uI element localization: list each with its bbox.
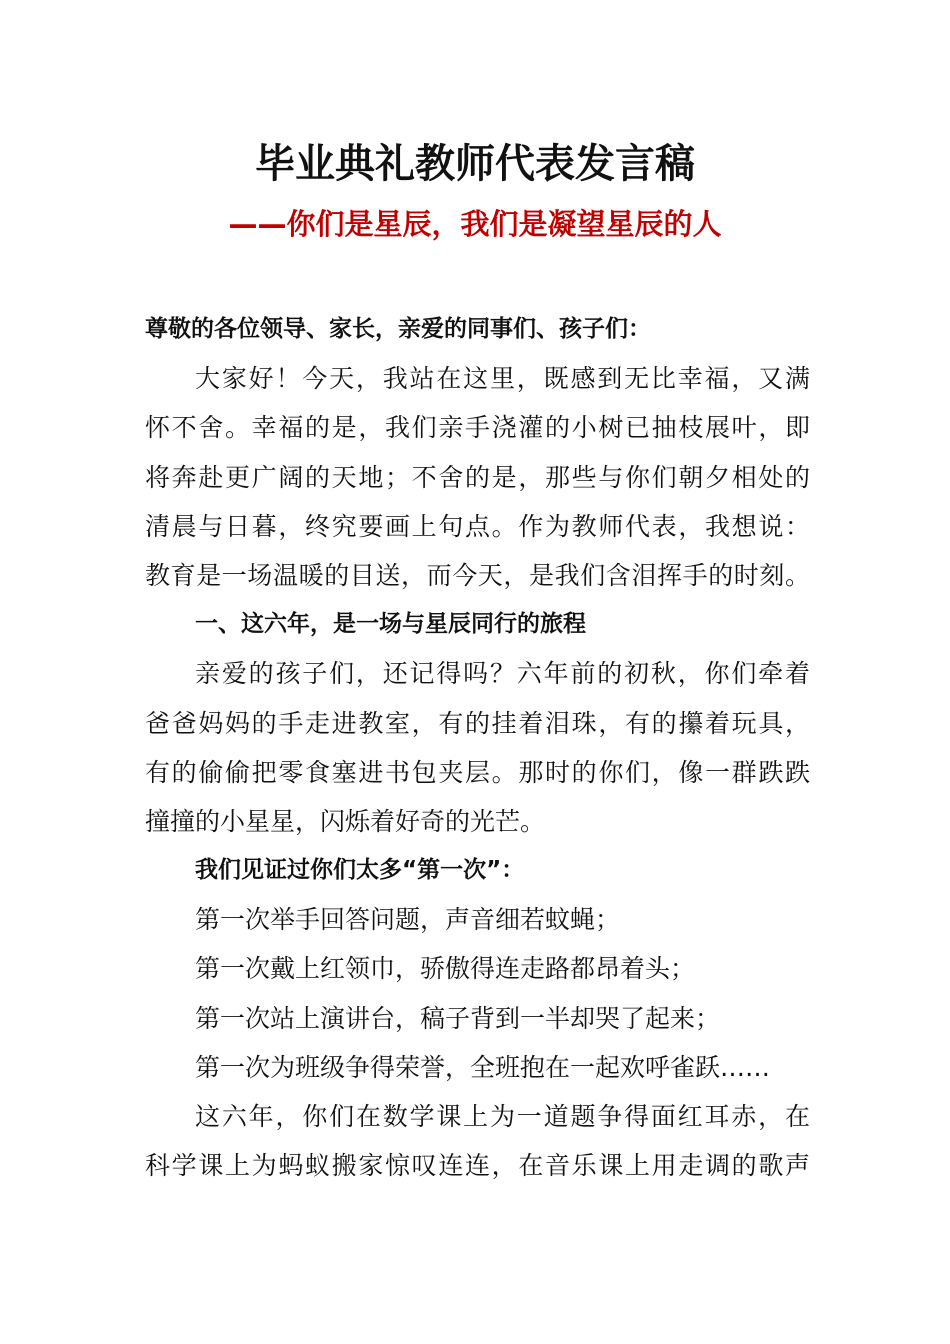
list-item: 第一次为班级争得荣誉，全班抱在一起欢呼雀跃…… — [195, 1052, 771, 1082]
paragraph-line: 将奔赴更广阔的天地；不舍的是，那些与你们朝夕相处的 — [145, 462, 810, 492]
list-item: 第一次站上演讲台，稿子背到一半却哭了起来； — [195, 1003, 721, 1033]
list-item: 第一次举手回答问题，声音细若蚊蝇； — [195, 905, 621, 935]
paragraph-line: 怀不舍。幸福的是，我们亲手浇灌的小树已抽枝展叶，即 — [145, 413, 810, 443]
paragraph-line: 撞撞的小星星，闪烁着好奇的光芒。 — [145, 806, 546, 836]
salutation: 尊敬的各位领导、家长，亲爱的同事们、孩子们： — [145, 316, 651, 342]
list-item: 第一次戴上红领巾，骄傲得连走路都昂着头； — [195, 954, 696, 984]
paragraph-line: 科学课上为蚂蚁搬家惊叹连连，在音乐课上用走调的歌声 — [145, 1151, 810, 1181]
document-title: 毕业典礼教师代表发言稿 — [255, 141, 695, 187]
section-heading: 一、这六年，是一场与星辰同行的旅程 — [195, 611, 586, 638]
paragraph-line: 爸爸妈妈的手走进教室，有的挂着泪珠，有的攥着玩具， — [145, 708, 810, 738]
firsts-heading: 我们见证过你们太多“第一次”： — [195, 857, 525, 884]
paragraph-line: 这六年，你们在数学课上为一道题争得面红耳赤，在 — [195, 1102, 810, 1131]
paragraph-line: 有的偷偷把零食塞进书包夹层。那时的你们，像一群跌跌 — [145, 757, 810, 787]
paragraph-line: 教育是一场温暖的目送，而今天，是我们含泪挥手的时刻。 — [145, 560, 810, 590]
paragraph-line: 亲爱的孩子们，还记得吗？六年前的初秋，你们牵着 — [195, 659, 810, 689]
speech-body — [145, 305, 810, 1190]
paragraph-line: 大家好！今天，我站在这里，既感到无比幸福，又满 — [195, 364, 810, 394]
document-subtitle: ——你们是星辰，我们是凝望星辰的人 — [228, 207, 722, 241]
paragraph-line: 清晨与日暮，终究要画上句点。作为教师代表，我想说： — [145, 511, 810, 541]
